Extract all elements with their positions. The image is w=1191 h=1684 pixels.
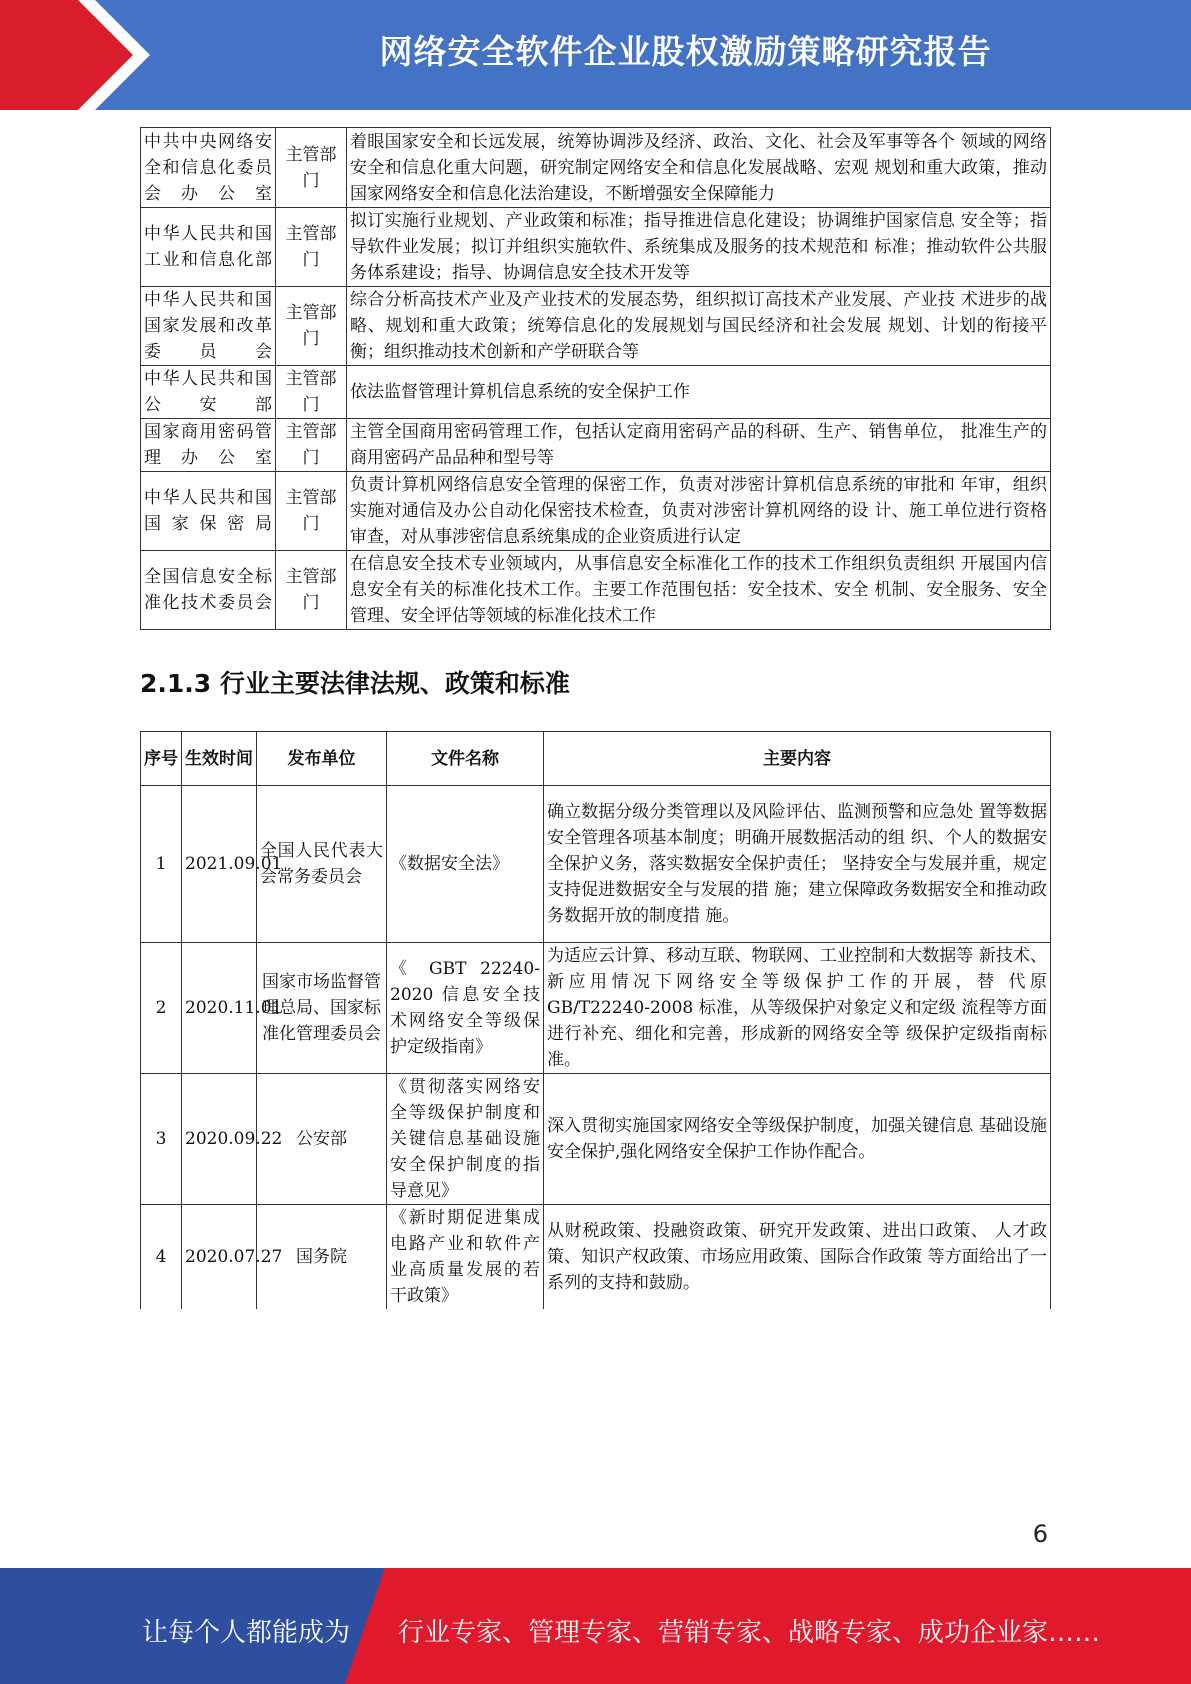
org-cell: 中华人民共和国工业和信息化部	[141, 208, 276, 287]
header-date: 生效时间	[182, 732, 257, 786]
publisher-cell: 国家市场监督管理总局、国家标准化管理委员会	[257, 943, 387, 1074]
duty-cell: 依法监督管理计算机信息系统的安全保护工作	[347, 366, 1051, 419]
index-cell: 1	[141, 786, 182, 943]
org-cell: 中共中央网络安全和信息化委员会办公室	[141, 128, 276, 208]
content-cell: 深入贯彻实施国家网络安全等级保护制度，加强关键信息 基础设施安全保护,强化网络安全保护工作协作配合。	[544, 1074, 1051, 1205]
header-content: 主要内容	[544, 732, 1051, 786]
role-cell: 主管部门	[276, 472, 347, 551]
page-footer	[0, 1568, 1191, 1684]
table-header-row	[141, 732, 1051, 786]
table-row	[141, 472, 1051, 551]
role-cell: 主管部门	[276, 419, 347, 472]
publisher-cell: 公安部	[257, 1074, 387, 1205]
publisher-cell: 全国人民代表大会常务委员会	[257, 786, 387, 943]
table-row	[141, 943, 1051, 1074]
role-cell: 主管部门	[276, 551, 347, 630]
date-cell: 2020.11.01	[182, 943, 257, 1074]
table-row	[141, 366, 1051, 419]
regulation-table	[140, 731, 1051, 1309]
document-cell: 《 GBT 22240-2020 信息安全技术网络安全等级保护定级指南》	[387, 943, 544, 1074]
content-cell: 确立数据分级分类管理以及风险评估、监测预警和应急处 置等数据安全管理各项基本制度；明确开展数据活动的组 织、个人的数据安全保护义务，落实数据安全保护责任； 坚持安全与发展并重，规定支持促进数据安全与发展的措 施；建立保障政务数据安全和推动政务数据开放的制度措 施。	[544, 786, 1051, 943]
document-cell: 《数据安全法》	[387, 786, 544, 943]
role-cell: 主管部门	[276, 128, 347, 208]
publisher-cell: 国务院	[257, 1205, 387, 1310]
table-row	[141, 208, 1051, 287]
footer-slogan-left: 让每个人都能成为	[142, 1618, 351, 1648]
date-cell: 2020.07.27	[182, 1205, 257, 1310]
index-cell: 3	[141, 1074, 182, 1205]
org-cell: 中华人民共和国国家保密局	[141, 472, 276, 551]
duty-cell: 综合分析高技术产业及产业技术的发展态势，组织拟订高技术产业发展、产业技 术进步的战略、规划和重大政策；统筹信息化的发展规划与国民经济和社会发展 规划、计划的衔接平衡；组织推动技术创新和产学研联合等	[347, 287, 1051, 366]
header-index: 序号	[141, 732, 182, 786]
table-row	[141, 128, 1051, 208]
date-cell: 2021.09.01	[182, 786, 257, 943]
org-cell: 国家商用密码管理办公室	[141, 419, 276, 472]
page-number: 6	[1032, 1520, 1048, 1548]
duty-cell: 拟订实施行业规划、产业政策和标准；指导推进信息化建设；协调维护国家信息 安全等；指导软件业发展；拟订并组织实施软件、系统集成及服务的技术规范和 标准；推动软件公共服务体系建设；指导、协调信息安全技术开发等	[347, 208, 1051, 287]
org-cell: 中华人民共和国公安部	[141, 366, 276, 419]
duty-cell: 在信息安全技术专业领域内，从事信息安全标准化工作的技术工作组织负责组织 开展国内信息安全有关的标准化技术工作。主要工作范围包括：安全技术、安全 机制、安全服务、安全管理、安全评估等领域的标准化技术工作	[347, 551, 1051, 630]
content-cell: 为适应云计算、移动互联、物联网、工业控制和大数据等 新技术、新应用情况下网络安全等级保护工作的开展，替 代原 GB/T22240-2008 标准，从等级保护对象定义和定级 流程等方面进行补充、细化和完善，形成新的网络安全等 级保护定级指南标准。	[544, 943, 1051, 1074]
index-cell: 4	[141, 1205, 182, 1310]
content-cell: 从财税政策、投融资政策、研究开发政策、进出口政策、 人才政策、知识产权政策、市场应用政策、国际合作政策 等方面给出了一系列的支持和鼓励。	[544, 1205, 1051, 1310]
role-cell: 主管部门	[276, 287, 347, 366]
page-header	[0, 0, 1191, 110]
section-heading: 2.1.3 行业主要法律法规、政策和标准	[140, 669, 570, 698]
document-cell: 《新时期促进集成电路产业和软件产业高质量发展的若干政策》	[387, 1205, 544, 1310]
table-row	[141, 287, 1051, 366]
header-publisher: 发布单位	[257, 732, 387, 786]
org-cell: 全国信息安全标准化技术委员会	[141, 551, 276, 630]
role-cell: 主管部门	[276, 208, 347, 287]
report-title: 网络安全软件企业股权激励策略研究报告	[379, 32, 992, 71]
table-row	[141, 786, 1051, 943]
duty-cell: 着眼国家安全和长远发展，统筹协调涉及经济、政治、文化、社会及军事等各个 领域的网络安全和信息化重大问题，研究制定网络安全和信息化发展战略、宏观 规划和重大政策，推动国家网络安全和信息化法治建设，不断增强安全保障能力	[347, 128, 1051, 208]
document-cell: 《贯彻落实网络安全等级保护制度和关键信息基础设施安全保护制度的指导意见》	[387, 1074, 544, 1205]
date-cell: 2020.09.22	[182, 1074, 257, 1205]
header-document: 文件名称	[387, 732, 544, 786]
duty-cell: 主管全国商用密码管理工作，包括认定商用密码产品的科研、生产、销售单位， 批准生产的商用密码产品品种和型号等	[347, 419, 1051, 472]
org-cell: 中华人民共和国国家发展和改革委员会	[141, 287, 276, 366]
role-cell: 主管部门	[276, 366, 347, 419]
footer-slogan-right: 行业专家、管理专家、营销专家、战略专家、成功企业家……	[398, 1618, 1101, 1648]
duty-cell: 负责计算机网络信息安全管理的保密工作，负责对涉密计算机信息系统的审批和 年审，组织实施对通信及办公自动化保密技术检查，负责对涉密计算机网络的设 计、施工单位进行资格审查，对从事涉密信息系统集成的企业资质进行认定	[347, 472, 1051, 551]
table-row	[141, 419, 1051, 472]
index-cell: 2	[141, 943, 182, 1074]
table-row	[141, 551, 1051, 630]
table-row	[141, 1074, 1051, 1205]
table-row	[141, 1205, 1051, 1310]
authority-table	[140, 127, 1051, 630]
